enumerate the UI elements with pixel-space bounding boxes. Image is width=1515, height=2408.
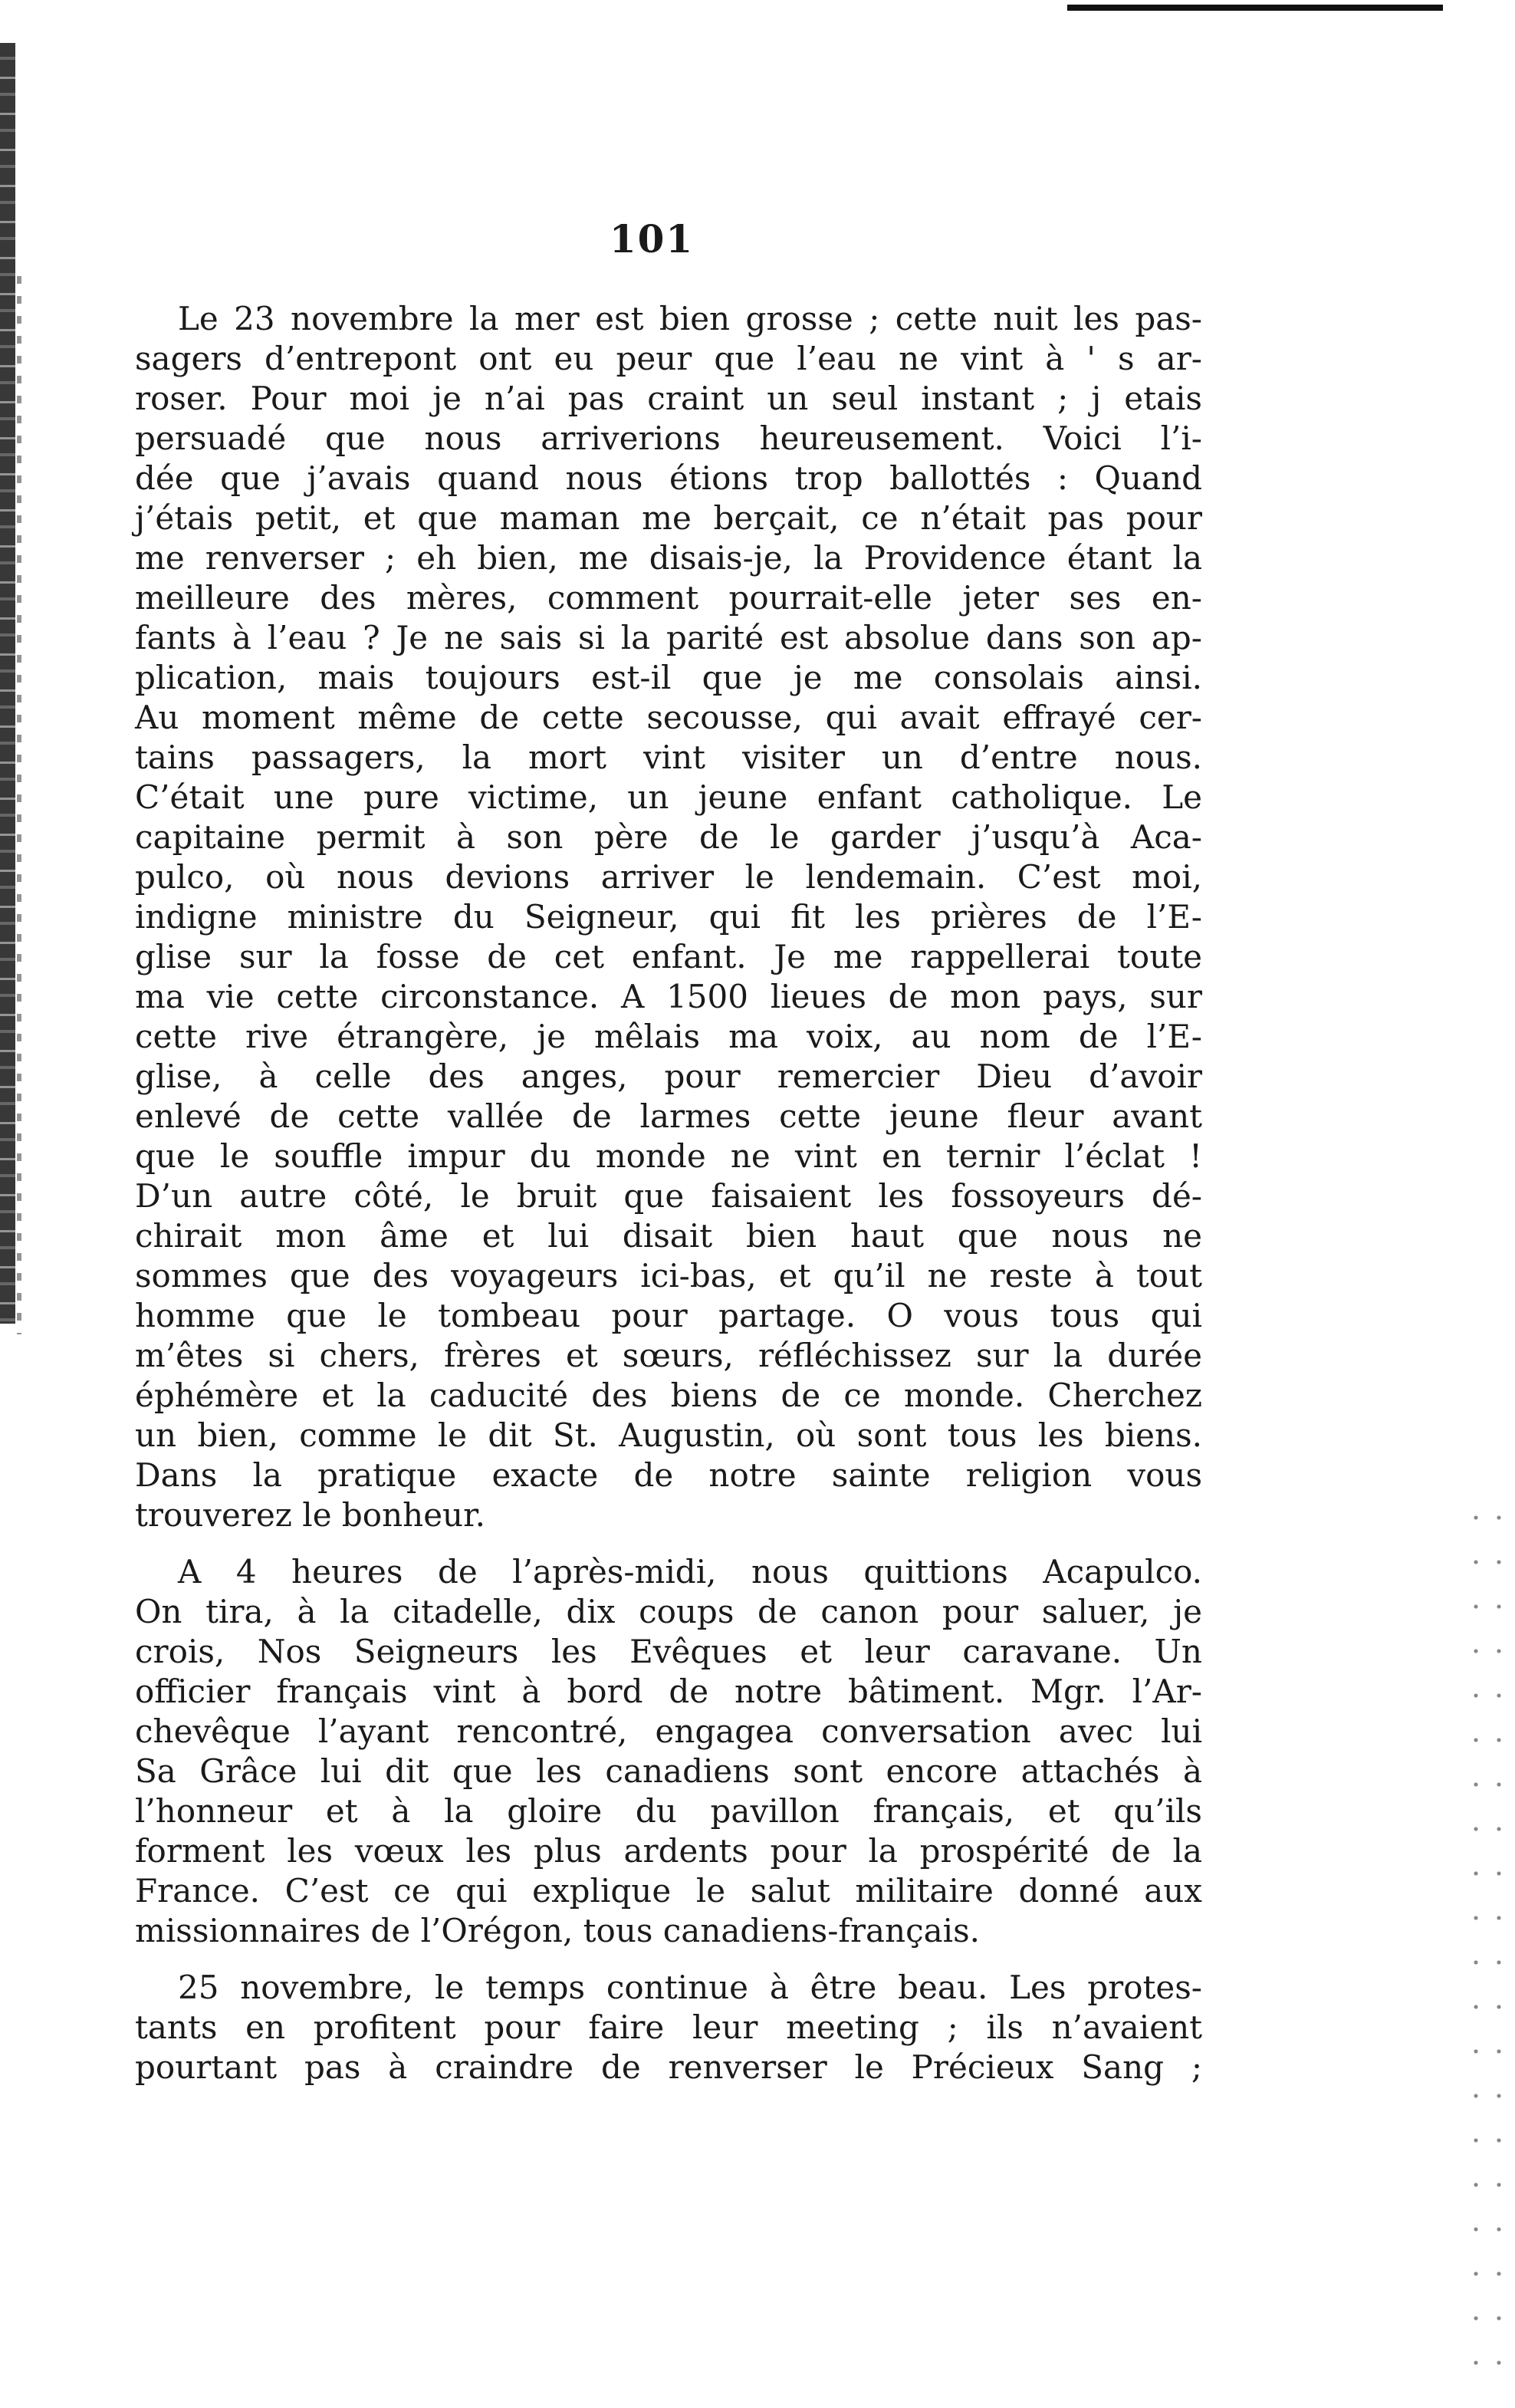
text-line: capitaine permit à son père de le garder j’usqu’à Aca- (135, 818, 1202, 856)
text-line: A 4 heures de l’après-midi, nous quittions Acapulco. (178, 1553, 1202, 1591)
text-line: tants en profitent pour faire leur meeting ; ils n’avaient (135, 2008, 1202, 2046)
text-line: Le 23 novembre la mer est bien grosse ; cette nuit les pas- (178, 300, 1202, 337)
scan-edge-left-thin (17, 276, 21, 1334)
text-line: indigne ministre du Seigneur, qui fit les prières de l’E- (135, 898, 1202, 936)
text-line: sagers d’entrepont ont eu peur que l’eau ne vint à ' s ar- (135, 340, 1202, 377)
text-line: pourtant pas à craindre de renverser le Précieux Sang ; (135, 2048, 1202, 2086)
text-line: crois, Nos Seigneurs les Evêques et leur caravane. Un (135, 1633, 1202, 1670)
text-line: D’un autre côté, le bruit que faisaient les fossoyeurs dé- (135, 1177, 1202, 1215)
text-line: glise, à celle des anges, pour remercier Dieu d’avoir (135, 1058, 1202, 1095)
text-line: officier français vint à bord de notre bâtiment. Mgr. l’Ar- (135, 1673, 1202, 1710)
top-rule (1067, 5, 1443, 11)
text-line: me renverser ; eh bien, me disais-je, la Providence étant la (135, 539, 1202, 577)
text-line: l’honneur et à la gloire du pavillon français, et qu’ils (135, 1792, 1202, 1830)
text-line: fants à l’eau ? Je ne sais si la parité est absolue dans son ap- (135, 619, 1202, 656)
paragraph-2 (135, 1552, 1202, 1951)
scan-specks-right (1457, 1495, 1503, 2385)
text-line: sommes que des voyageurs ici-bas, et qu’il ne reste à tout (135, 1257, 1202, 1294)
text-line: tains passagers, la mort vint visiter un d’entre nous. (135, 739, 1202, 776)
text-line: éphémère et la caducité des biens de ce monde. Cherchez (135, 1377, 1202, 1414)
text-line: enlevé de cette vallée de larmes cette jeune fleur avant (135, 1097, 1202, 1135)
text-line: dée que j’avais quand nous étions trop ballottés : Quand (135, 459, 1202, 497)
text-line: chirait mon âme et lui disait bien haut que nous ne (135, 1217, 1202, 1255)
text-line: Sa Grâce lui dit que les canadiens sont encore attachés à (135, 1752, 1202, 1790)
text-line: missionnaires de l’Orégon, tous canadiens-français. (135, 1912, 981, 1949)
text-line: France. C’est ce qui explique le salut militaire donné aux (135, 1872, 1202, 1910)
paragraph-gap (135, 1535, 1202, 1552)
text-line: plication, mais toujours est-il que je me consolais ainsi. (135, 659, 1202, 696)
text-line: j’étais petit, et que maman me berçait, ce n’était pas pour (135, 499, 1202, 537)
text-line: m’êtes si chers, frères et sœurs, réfléchissez sur la durée (135, 1337, 1202, 1374)
page-number: 101 (609, 216, 695, 262)
text-line: un bien, comme le dit St. Augustin, où sont tous les biens. (135, 1416, 1202, 1454)
paragraph-1 (135, 299, 1202, 1535)
text-line: pulco, où nous devions arriver le lendemain. C’est moi, (135, 858, 1202, 896)
text-line: chevêque l’ayant rencontré, engagea conversation avec lui (135, 1712, 1202, 1750)
text-line: homme que le tombeau pour partage. O vous tous qui (135, 1297, 1202, 1334)
paragraph-gap (135, 1951, 1202, 1968)
text-line: ma vie cette circonstance. A 1500 lieues de mon pays, sur (135, 978, 1202, 1015)
text-line: meilleure des mères, comment pourrait-elle jeter ses en- (135, 579, 1202, 617)
text-line: persuadé que nous arriverions heureusement. Voici l’i- (135, 419, 1202, 457)
body-text (135, 299, 1202, 2087)
text-line: cette rive étrangère, je mêlais ma voix, au nom de l’E- (135, 1018, 1202, 1055)
text-line: forment les vœux les plus ardents pour la prospérité de la (135, 1832, 1202, 1870)
text-line: que le souffle impur du monde ne vint en ternir l’éclat ! (135, 1137, 1202, 1175)
text-line: 25 novembre, le temps continue à être beau. Les protes- (178, 1969, 1202, 2006)
text-line: On tira, à la citadelle, dix coups de canon pour saluer, je (135, 1593, 1202, 1630)
text-line: Au moment même de cette secousse, qui avait effrayé cer- (135, 699, 1202, 736)
text-line: roser. Pour moi je n’ai pas craint un seul instant ; j etais (135, 380, 1202, 417)
text-line: glise sur la fosse de cet enfant. Je me rappellerai toute (135, 938, 1202, 975)
text-line: trouverez le bonheur. (135, 1496, 485, 1534)
paragraph-3 (135, 1968, 1202, 2087)
text-line: C’était une pure victime, un jeune enfant catholique. Le (135, 778, 1202, 816)
text-line: Dans la pratique exacte de notre sainte religion vous (135, 1456, 1202, 1494)
